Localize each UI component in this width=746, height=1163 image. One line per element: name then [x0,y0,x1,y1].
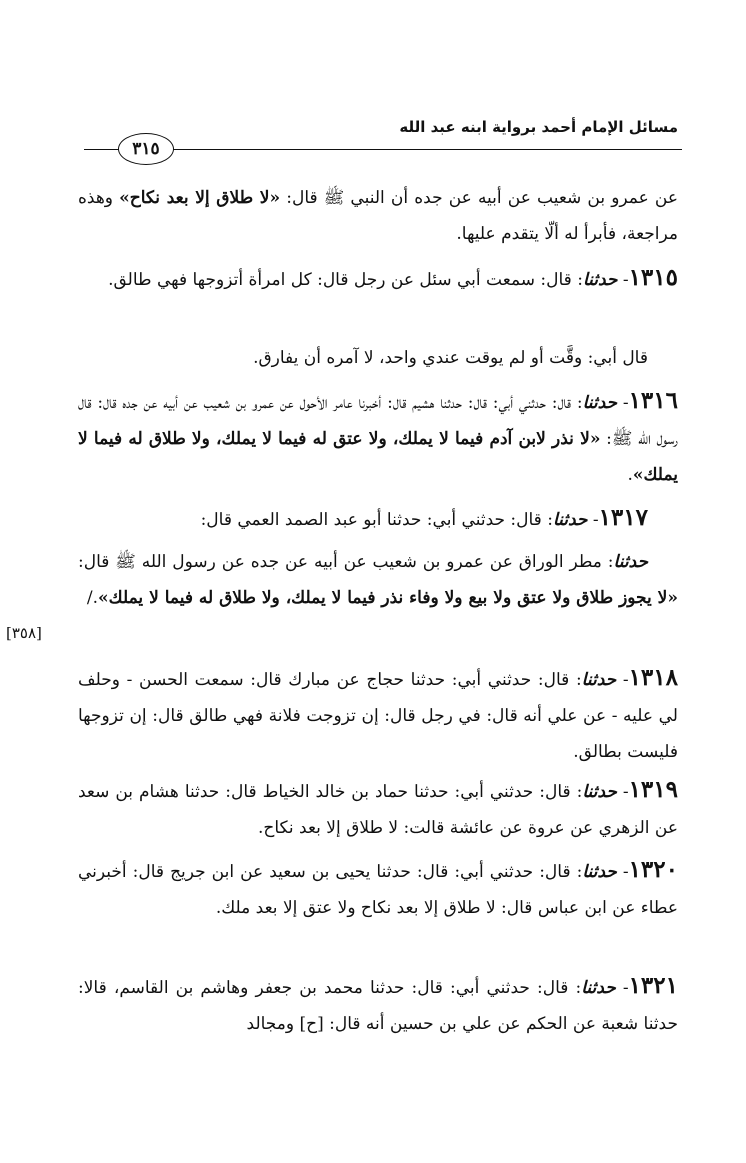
hadith-quote: «لا طلاق إلا بعد نكاح» [119,188,281,208]
hadith-quote: «لا نذر لابن آدم فيما لا يملك، ولا عتق له فيما لا يملك، ولا طلاق له فيما لا يملك» [78,429,678,485]
hadith-number: ١٣١٨ [628,664,678,691]
hadith-quote: «لا يجوز طلاق ولا عتق ولا بيع ولا وفاء نذر فيما لا يملك، ولا طلاق له فيما لا يملك» [98,588,678,608]
hadith-1315-comment [78,340,678,376]
hadith-1317 [78,500,678,538]
text-segment: : قال: حدثني أبي: قال: حدثنا محمد بن جعفر وهاشم بن القاسم، قالا: حدثنا شعبة عن الحكم عن علي بن حسين أنه قال: [ح] ومجالد [78,978,678,1034]
hadith-number: ١٣١٧ [598,504,648,531]
text-segment: : قال: سمعت أبي سئل عن رجل قال: كل امرأة أتزوجها فهي طالق. [108,270,583,290]
margin-page-reference: [٣٥٨] [6,624,42,642]
text-segment: - [615,978,629,998]
text-segment: : قال: حدثني أبي: حدثنا أبو عبد الصمد العمي قال: [200,510,553,530]
text-segment: - [616,862,629,882]
haddathana-keyword: حدثنا [582,782,617,802]
haddathana-keyword: حدثنا [582,862,617,882]
text-segment: : قال: حدثني أبي: قال: حدثنا هشيم قال: أخبرنا عامر الأحول عن عمرو بن شعيب عن أبيه عن جده قال: قال رسول الله ﷺ: [78,393,678,449]
paragraph-continuation [78,180,678,252]
text-segment: عن عمرو بن شعيب عن أبيه عن جده أن النبي ﷺ قال: [280,188,678,208]
text-segment: . [627,465,633,485]
text-segment: - [616,782,629,802]
hadith-number: ١٣١٩ [628,776,678,803]
hadith-number: ١٣١٥ [628,264,678,291]
text-segment: : مطر الوراق عن عمرو بن شعيب عن أبيه عن جده عن رسول الله ﷺ قال: [78,552,614,572]
haddathana-keyword: حدثنا [581,670,617,690]
text-segment: قال أبي: وقَّت أو لم يوقت عندي واحد، لا آمره أن يفارق. [253,348,648,368]
text-segment: - [616,670,629,690]
running-header-title: مسائل الإمام أحمد برواية ابنه عبد الله [399,118,678,136]
hadith-number: ١٣٢١ [628,972,678,999]
hadith-1320 [78,852,678,926]
haddathana-keyword: حدثنا [582,393,618,413]
text-segment: ./ [86,588,99,608]
hadith-number: ١٣١٦ [628,387,678,414]
hadith-1315 [78,260,678,298]
text-segment: - [617,270,629,290]
hadith-number: ١٣٢٠ [628,856,678,883]
hadith-1316 [78,383,678,493]
hadith-1321 [78,968,678,1042]
haddathana-keyword: حدثنا [581,978,616,998]
text-segment: - [617,393,629,413]
text-segment: : قال: حدثني أبي: قال: حدثنا يحيى بن سعيد عن ابن جريج قال: أخبرني عطاء عن ابن عباس قال: لا طلاق إلا بعد نكاح ولا عتق إلا بعد ملك. [78,862,678,918]
text-segment: وهذه مراجعة، فأبرأ له ألّا يتقدم عليها. [78,188,678,244]
hadith-1319 [78,772,678,846]
haddathana-keyword: حدثنا [613,552,648,572]
text-segment: : قال: حدثني أبي: حدثنا حماد بن خالد الخياط قال: حدثنا هشام بن سعد عن الزهري عن عروة عن عائشة قالت: لا طلاق إلا بعد نكاح. [78,782,678,838]
hadith-1317-text [78,544,678,616]
haddathana-keyword: حدثنا [582,270,618,290]
hadith-1318 [78,660,678,770]
page-number: ٣١٥ [118,133,174,165]
text-segment: - [587,510,599,530]
text-segment: : قال: حدثني أبي: حدثنا حجاج عن مبارك قال: سمعت الحسن - وحلف لي عليه - عن علي أنه قال: في رجل قال: إن تزوجت فلانة فهي طالق قال: إن تزوجها فليست بطالق. [78,670,678,762]
haddathana-keyword: حدثنا [552,510,588,530]
